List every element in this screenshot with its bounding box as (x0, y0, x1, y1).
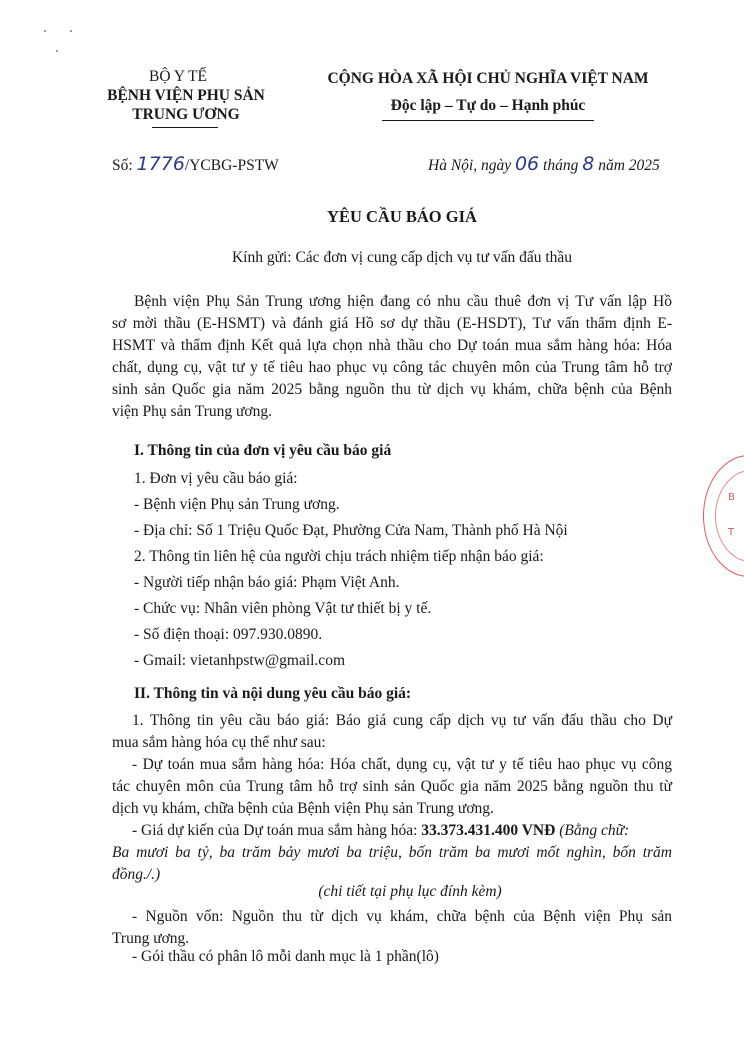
hospital-name-line1: BỆNH VIỆN PHỤ SẢN (107, 87, 265, 104)
hospital-name-line2: TRUNG ƯƠNG (132, 106, 240, 123)
intro-line: chất, dụng cụ, vật tư y tế tiêu hao phục vụ công tác chuyên môn của Trung tâm hỗ trợ (112, 359, 672, 376)
ministry-name: BỘ Y TẾ (149, 68, 207, 85)
item1-line: mua sắm hàng hóa cụ thể như sau: (112, 734, 326, 751)
funding-line: - Nguồn vốn: Nguồn thu từ dịch vụ khám, chữa bệnh của Bệnh viện Phụ sản (132, 908, 672, 925)
price-line (112, 820, 672, 842)
recipient-line: Kính gửi: Các đơn vị cung cấp dịch vụ tư vấn đấu thầu (231, 249, 573, 266)
intro-line: HSMT và thẩm định Kết quả lựa chọn nhà thầu cho Dự toán mua sắm hàng hóa: Hóa (112, 337, 672, 354)
stamp-letter: T (728, 527, 735, 538)
item1-line: 1. Thông tin yêu cầu báo giá: Báo giá cung cấp dịch vụ tư vấn đấu thầu cho Dự (132, 712, 672, 729)
date-month: 8 (582, 153, 595, 175)
section1-line: - Chức vụ: Nhân viên phòng Vật tư thiết bị y tế. (134, 600, 432, 617)
section1-line: - Bệnh viện Phụ sản Trung ương. (134, 496, 340, 513)
intro-line: Bệnh viện Phụ Sản Trung ương hiện đang có nhu cầu thuê đơn vị Tư vấn lập Hồ (134, 293, 672, 310)
section1-line: - Số điện thoại: 097.930.0890. (134, 626, 323, 643)
scan-speck (44, 30, 46, 32)
estimate-line: tác chuyên môn của Trung tâm hỗ trợ sinh sản Quốc gia năm 2025 bằng nguồn thu từ (112, 778, 672, 795)
doc-number-suffix: /YCBG-PSTW (184, 157, 279, 174)
intro-paragraph (112, 291, 672, 423)
section1-line: 1. Đơn vị yêu cầu báo giá: (134, 470, 298, 487)
section1-heading: I. Thông tin của đơn vị yêu cầu báo giá (134, 442, 392, 459)
section1-line: 2. Thông tin liên hệ của người chịu trách nhiệm tiếp nhận báo giá: (134, 548, 544, 565)
estimate-paragraph (112, 754, 672, 820)
section2-heading: II. Thông tin và nội dung yêu cầu báo giá: (134, 685, 412, 702)
funding-line: Trung ương. (112, 930, 190, 947)
header-left-underline (152, 127, 218, 128)
doc-number (112, 153, 279, 175)
doc-number-handwritten: 1776 (136, 153, 185, 175)
scan-speck (56, 50, 58, 52)
date-place: Hà Nội, ngày (428, 157, 512, 174)
document-title: YÊU CẦU BÁO GIÁ (327, 207, 477, 226)
price-words-line: Ba mươi ba tỷ, ba trăm bảy mươi ba triệu, bốn trăm ba mươi mốt nghìn, bốn trăm (112, 844, 672, 861)
appendix-note: (chi tiết tại phụ lục đính kèm) (318, 883, 502, 900)
stamp-letter: B (728, 492, 735, 503)
section1-line: - Người tiếp nhận báo giá: Phạm Việt Anh. (134, 574, 400, 591)
funding-paragraph (112, 906, 672, 950)
intro-line: viện Phụ sản Trung ương. (112, 403, 272, 420)
national-motto: Độc lập – Tự do – Hạnh phúc (390, 97, 586, 114)
intro-line: sinh sản Quốc gia năm 2025 bằng nguồn thu từ dịch vụ khám, chữa bệnh của Bệnh (112, 381, 672, 398)
price-value: 33.373.431.400 VNĐ (421, 822, 556, 839)
estimate-line: - Dự toán mua sắm hàng hóa: Hóa chất, dụng cụ, vật tư y tế tiêu hao phục vụ công (132, 756, 672, 773)
date-line (428, 153, 660, 175)
section1-line: - Địa chỉ: Số 1 Triệu Quốc Đạt, Phường Cửa Nam, Thành phố Hà Nội (134, 522, 568, 539)
scan-speck (70, 30, 72, 32)
price-paragraph (112, 820, 672, 886)
country-name: CỘNG HÒA XÃ HỘI CHỦ NGHĨA VIỆT NAM (327, 70, 649, 87)
lots-line: - Gói thầu có phân lô mỗi danh mục là 1 phần(lô) (132, 948, 439, 965)
intro-line: sơ mời thầu (E-HSMT) và đánh giá Hồ sơ dự thầu (E-HSDT), Tư vấn thẩm định E- (112, 315, 672, 332)
estimate-line: dịch vụ khám, chữa bệnh của Bệnh viện Phụ sản Trung ương. (112, 800, 494, 817)
price-label: - Giá dự kiến của Dự toán mua sắm hàng hóa: (132, 822, 422, 839)
section1-line: - Gmail: vietanhpstw@gmail.com (134, 652, 345, 669)
doc-number-prefix: Số: (112, 157, 133, 174)
price-words-start: (Bằng chữ: (555, 822, 630, 839)
date-month-label: tháng (543, 157, 579, 174)
header-right-underline (382, 120, 594, 121)
date-year: năm 2025 (598, 157, 660, 174)
price-words-end: đồng./.) (112, 866, 161, 883)
date-day: 06 (514, 153, 540, 175)
section2-item1 (112, 710, 672, 754)
